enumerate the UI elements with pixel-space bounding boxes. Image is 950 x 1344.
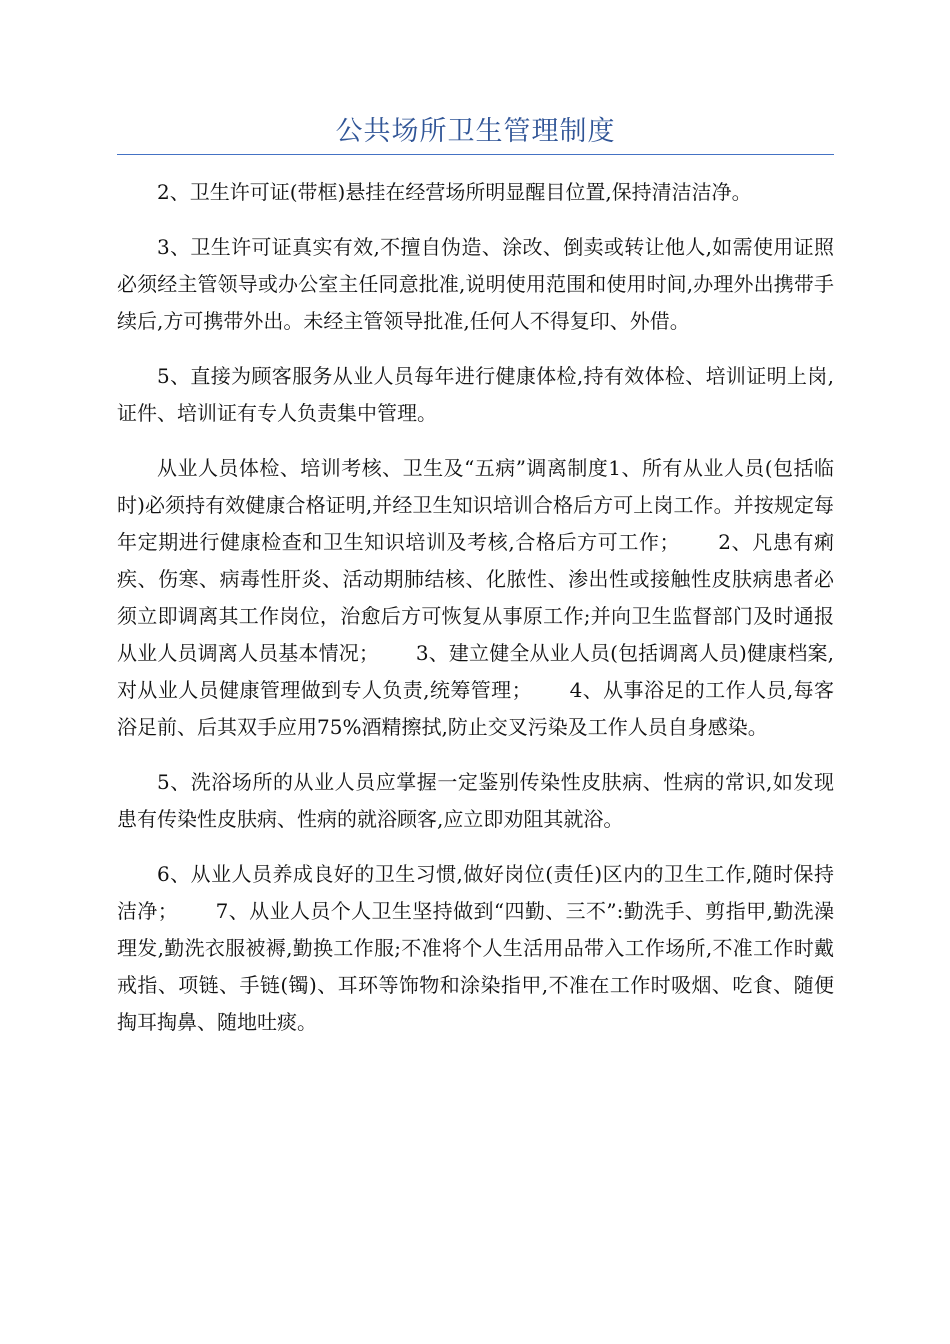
title-underline	[117, 154, 834, 155]
document-body	[117, 174, 834, 1059]
paragraph-health-exam: 5、直接为顾客服务从业人员每年进行健康体检,持有效体检、培训证明上岗,证件、培训证有专人负责集中管理。	[117, 364, 834, 425]
paragraph-license-validity: 3、卫生许可证真实有效,不擅自伪造、涂改、倒卖或转让他人,如需使用证照必须经主管领导或办公室主任同意批准,说明使用范围和使用时间,办理外出携带手续后,方可携带外出。未经主管领导批准,任何人不得复印、外借。	[117, 235, 834, 333]
paragraph-staff-rules: 从业人员体检、培训考核、卫生及“五病”调离制度1、所有从业人员(包括临时)必须持有效健康合格证明,并经卫生知识培训合格后方可上岗工作。并按规定每年定期进行健康检查和卫生知识培训及考核,合格后方可工作； 2、凡患有痢疾、伤寒、病毒性肝炎、活动期肺结核、化脓性、渗出性或接触性皮肤病患者必须立即调离其工作岗位，治愈后方可恢复从事原工作;并向卫生监督部门及时通报从业人员调离人员基本情况； 3、建立健全从业人员(包括调离人员)健康档案,对从业人员健康管理做到专人负责,统筹管理； 4、从事浴足的工作人员,每客浴足前、后其双手应用75%酒精擦拭,防止交叉污染及工作人员自身感染。	[117, 456, 834, 739]
paragraph-hygiene-habits: 6、从业人员养成良好的卫生习惯,做好岗位(责任)区内的卫生工作,随时保持洁净； 7、从业人员个人卫生坚持做到“四勤、三不”:勤洗手、剪指甲,勤洗澡理发,勤洗衣服被褥,勤换工作服;不准将个人生活用品带入工作场所,不准工作时戴戒指、项链、手链(镯)、耳环等饰物和涂染指甲,不准在工作时吸烟、吃食、随便掏耳掏鼻、随地吐痰。	[117, 862, 834, 1034]
paragraph-license-display: 2、卫生许可证(带框)悬挂在经营场所明显醒目位置,保持清洁洁净。	[157, 180, 752, 204]
document-title: 公共场所卫生管理制度	[335, 116, 616, 147]
paragraph-bath-staff: 5、洗浴场所的从业人员应掌握一定鉴别传染性皮肤病、性病的常识,如发现患有传染性皮肤病、性病的就浴顾客,应立即劝阻其就浴。	[117, 770, 834, 831]
